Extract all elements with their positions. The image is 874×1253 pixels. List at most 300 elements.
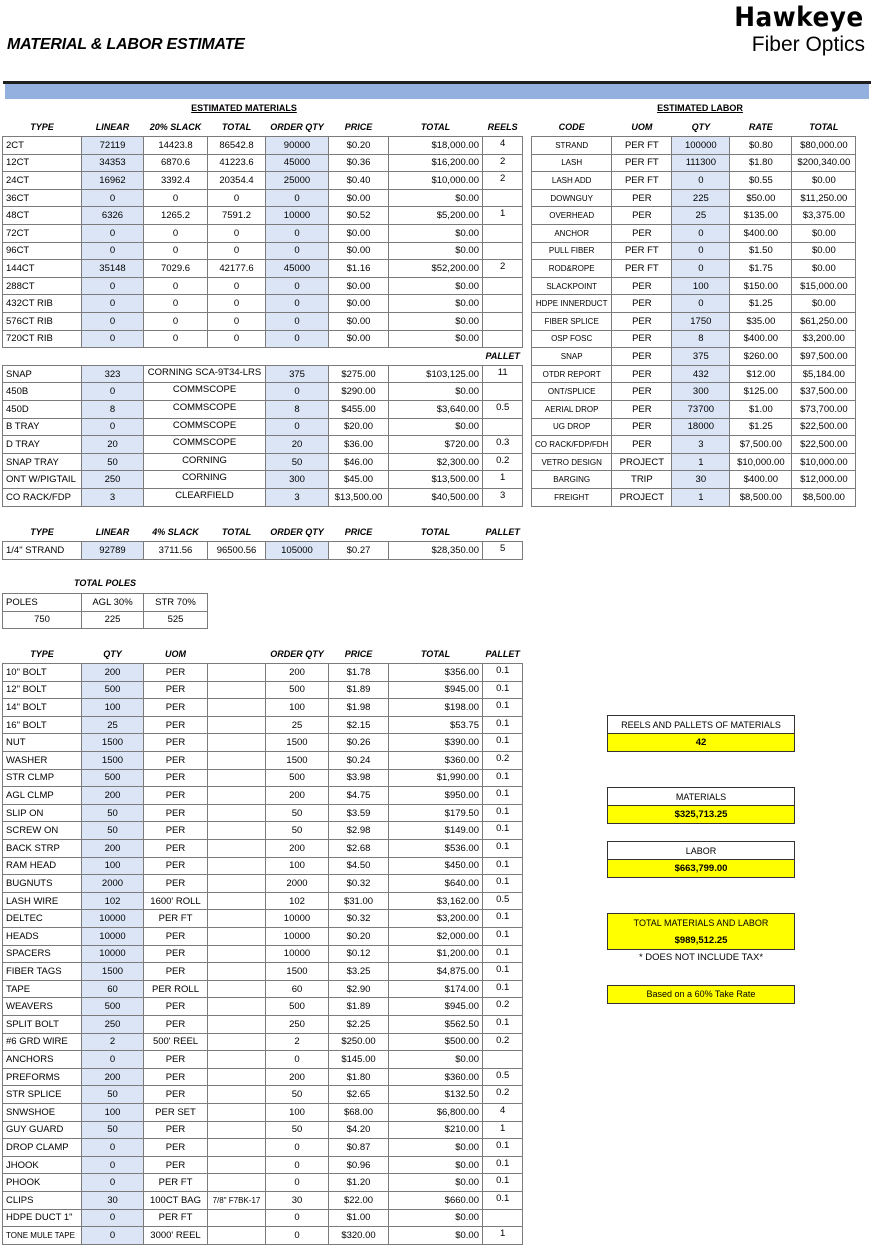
table-cell: FIBER SPLICE: [532, 313, 612, 331]
table-cell: 288CT: [3, 277, 82, 295]
table-cell: 720CT RIB: [3, 330, 82, 348]
item-row: [3, 664, 523, 682]
item-row: [3, 752, 523, 770]
table-cell: 0: [672, 172, 730, 190]
table-cell: $198.00: [389, 699, 483, 717]
table-cell: $46.00: [329, 453, 389, 471]
table-cell: $2,300.00: [389, 453, 483, 471]
labor-row: [532, 137, 856, 155]
reels-pallets-label: REELS AND PALLETS OF MATERIALS: [608, 716, 794, 734]
table-cell: 2: [483, 154, 523, 172]
table-cell: 0.1: [483, 664, 523, 682]
table-cell: 41223.6: [208, 154, 266, 172]
table-cell: $4.75: [329, 787, 389, 805]
table-cell: $0.00: [389, 313, 483, 331]
item-row: [3, 998, 523, 1016]
table-cell: 0.1: [483, 699, 523, 717]
table-cell: $320.00: [329, 1227, 389, 1245]
table-cell: ONT W/PIGTAIL: [3, 471, 82, 489]
table-cell: 20: [82, 436, 144, 454]
table-cell: $1,990.00: [389, 769, 483, 787]
table-cell: $0.00: [792, 242, 856, 260]
table-cell: $640.00: [389, 875, 483, 893]
table-cell: 8: [82, 401, 144, 419]
table-cell: B TRAY: [3, 418, 82, 436]
table-cell: 250: [266, 1015, 329, 1033]
table-cell: PER FT: [144, 1174, 208, 1192]
item-row: [3, 1139, 523, 1157]
table-cell: $290.00: [329, 383, 389, 401]
manufacturer-cell: COMMSCOPE: [144, 383, 266, 401]
table-cell: [208, 1033, 266, 1051]
table-cell: 375: [672, 348, 730, 366]
column-header: REELS: [487, 122, 518, 133]
table-cell: SLIP ON: [3, 804, 82, 822]
table-cell: 0.1: [483, 840, 523, 858]
hardware-row: [3, 488, 523, 506]
item-row: [3, 980, 523, 998]
table-cell: $0.00: [389, 418, 483, 436]
item-row: [3, 892, 523, 910]
grand-total-value: $989,512.25: [608, 932, 794, 949]
column-header: TOTAL: [420, 649, 451, 660]
hardware-row: [3, 453, 523, 471]
table-cell: D TRAY: [3, 436, 82, 454]
table-cell: 20: [266, 436, 329, 454]
table-cell: $3.98: [329, 769, 389, 787]
table-cell: 45000: [266, 260, 329, 278]
table-cell: $2.15: [329, 716, 389, 734]
item-row: [3, 734, 523, 752]
table-cell: PER FT: [612, 242, 672, 260]
table-cell: PER: [612, 401, 672, 419]
cable-row: [3, 295, 523, 313]
table-cell: $0.00: [329, 189, 389, 207]
table-cell: $210.00: [389, 1121, 483, 1139]
column-header: PALLET: [485, 527, 520, 538]
table-cell: 0: [266, 330, 329, 348]
table-cell: [208, 1209, 266, 1227]
table-cell: 6326: [82, 207, 144, 225]
table-cell: $1.25: [730, 295, 792, 313]
table-cell: 0: [82, 383, 144, 401]
table-cell: 0.1: [483, 980, 523, 998]
reels-pallets-box: [607, 715, 795, 752]
table-cell: $0.80: [730, 137, 792, 155]
table-cell: HDPE DUCT 1": [3, 1209, 82, 1227]
table-cell: 0: [266, 313, 329, 331]
page-title: MATERIAL & LABOR ESTIMATE: [7, 36, 245, 53]
table-cell: [483, 330, 523, 348]
table-cell: 1500: [82, 734, 144, 752]
table-cell: 25: [672, 207, 730, 225]
table-cell: 34353: [82, 154, 144, 172]
table-cell: $4.50: [329, 857, 389, 875]
item-row: [3, 1103, 523, 1121]
table-cell: $3.59: [329, 804, 389, 822]
table-cell: 225: [82, 611, 144, 629]
table-cell: 200: [82, 787, 144, 805]
table-cell: OVERHEAD: [532, 207, 612, 225]
table-cell: 48CT: [3, 207, 82, 225]
table-cell: 0.1: [483, 945, 523, 963]
table-cell: $37,500.00: [792, 383, 856, 401]
table-cell: PER FT: [612, 137, 672, 155]
table-cell: 300: [672, 383, 730, 401]
table-cell: 0: [82, 295, 144, 313]
table-cell: $1.98: [329, 699, 389, 717]
header-row: [3, 594, 208, 612]
table-cell: 0.1: [483, 787, 523, 805]
labor-row: [532, 365, 856, 383]
table-cell: $2.90: [329, 980, 389, 998]
table-cell: PER: [144, 928, 208, 946]
table-cell: 92789: [82, 542, 144, 560]
column-header: UOM: [631, 122, 653, 133]
table-cell: $0.36: [329, 154, 389, 172]
table-cell: 0: [208, 295, 266, 313]
item-row: [3, 1191, 523, 1209]
labor-row: [532, 172, 856, 190]
table-cell: 2: [483, 260, 523, 278]
blank-cell: [266, 348, 329, 366]
column-header: ORDER QTY: [270, 649, 324, 660]
item-row: [3, 1051, 523, 1069]
table-cell: [208, 681, 266, 699]
table-cell: 11: [483, 365, 523, 383]
table-cell: 0: [266, 225, 329, 243]
item-row: [3, 769, 523, 787]
table-cell: $0.96: [329, 1156, 389, 1174]
table-cell: 576CT RIB: [3, 313, 82, 331]
manufacturer-cell: COMMSCOPE: [144, 436, 266, 454]
table-cell: [208, 1139, 266, 1157]
table-cell: $31.00: [329, 892, 389, 910]
table-cell: SNWSHOE: [3, 1103, 82, 1121]
items-table: [2, 646, 523, 1245]
item-row: [3, 840, 523, 858]
table-cell: PER FT: [612, 172, 672, 190]
table-cell: 30: [82, 1191, 144, 1209]
table-cell: STR CLMP: [3, 769, 82, 787]
table-cell: 0.3: [483, 436, 523, 454]
table-cell: 3: [483, 488, 523, 506]
table-cell: 20354.4: [208, 172, 266, 190]
table-cell: 100: [266, 1103, 329, 1121]
table-cell: 3: [266, 488, 329, 506]
labor-section-title: ESTIMATED LABOR: [657, 103, 743, 113]
table-cell: SNAP: [532, 348, 612, 366]
table-cell: 3: [82, 488, 144, 506]
table-cell: $5,200.00: [389, 207, 483, 225]
table-cell: [208, 787, 266, 805]
table-cell: 375: [266, 365, 329, 383]
table-cell: 0.1: [483, 963, 523, 981]
table-cell: 100: [266, 699, 329, 717]
table-cell: 225: [672, 189, 730, 207]
table-cell: BUGNUTS: [3, 875, 82, 893]
table-cell: $1.25: [730, 418, 792, 436]
table-cell: CO RACK/FDP/FDH: [532, 436, 612, 454]
column-header: [208, 646, 266, 664]
table-cell: SNAP TRAY: [3, 453, 82, 471]
item-row: [3, 875, 523, 893]
table-cell: $7,500.00: [730, 436, 792, 454]
column-header: ORDER QTY: [270, 122, 324, 133]
table-cell: $1.20: [329, 1174, 389, 1192]
table-cell: $61,250.00: [792, 313, 856, 331]
table-cell: $6,800.00: [389, 1103, 483, 1121]
table-cell: [208, 1086, 266, 1104]
table-cell: $390.00: [389, 734, 483, 752]
table-cell: 1500: [82, 752, 144, 770]
table-cell: 0: [82, 313, 144, 331]
table-cell: $2.98: [329, 822, 389, 840]
table-cell: [208, 928, 266, 946]
table-cell: $0.55: [730, 172, 792, 190]
table-cell: PER: [144, 1156, 208, 1174]
table-cell: $4,875.00: [389, 963, 483, 981]
table-cell: 50: [82, 1121, 144, 1139]
item-row: [3, 1033, 523, 1051]
table-cell: 0.1: [483, 734, 523, 752]
labor-row: [532, 471, 856, 489]
table-cell: 3392.4: [144, 172, 208, 190]
table-cell: 0: [144, 330, 208, 348]
table-cell: SNAP: [3, 365, 82, 383]
table-cell: PER: [612, 436, 672, 454]
reels-pallets-value: 42: [608, 734, 794, 751]
table-cell: $0.12: [329, 945, 389, 963]
table-cell: $8,500.00: [792, 488, 856, 506]
table-cell: 500: [266, 998, 329, 1016]
table-cell: $73,700.00: [792, 401, 856, 419]
table-cell: $3,200.00: [792, 330, 856, 348]
column-header: RATE: [748, 122, 773, 133]
column-header: PRICE: [344, 649, 373, 660]
table-cell: $0.00: [389, 295, 483, 313]
table-cell: 1500: [266, 734, 329, 752]
table-cell: [208, 822, 266, 840]
table-cell: $400.00: [730, 225, 792, 243]
labor-row: [532, 348, 856, 366]
table-cell: 2: [266, 1033, 329, 1051]
table-cell: 10000: [266, 207, 329, 225]
table-cell: $3.25: [329, 963, 389, 981]
table-cell: $0.00: [389, 383, 483, 401]
table-cell: $1.50: [730, 242, 792, 260]
table-cell: 0: [82, 330, 144, 348]
table-cell: 0: [82, 1227, 144, 1245]
column-header: TOTAL: [221, 527, 252, 538]
materials-total-label: MATERIALS: [608, 788, 794, 806]
table-cell: $10,000.00: [389, 172, 483, 190]
cable-row: [3, 242, 523, 260]
table-cell: PHOOK: [3, 1174, 82, 1192]
table-cell: 24CT: [3, 172, 82, 190]
table-cell: $12.00: [730, 365, 792, 383]
table-cell: 72119: [82, 137, 144, 155]
column-header: PRICE: [344, 122, 373, 133]
table-cell: 100: [82, 699, 144, 717]
table-cell: PER: [612, 295, 672, 313]
table-cell: $360.00: [389, 752, 483, 770]
table-cell: 0.1: [483, 804, 523, 822]
blank-cell: [389, 348, 483, 366]
table-cell: 200: [266, 664, 329, 682]
header-row: [3, 524, 523, 542]
table-cell: 73700: [672, 401, 730, 419]
header-row: [3, 119, 523, 137]
column-header: PRICE: [344, 527, 373, 538]
table-cell: 0: [82, 242, 144, 260]
table-cell: 0.1: [483, 857, 523, 875]
table-cell: TRIP: [612, 471, 672, 489]
table-cell: FIBER TAGS: [3, 963, 82, 981]
table-cell: $260.00: [730, 348, 792, 366]
grand-total-label: TOTAL MATERIALS AND LABOR: [608, 914, 794, 932]
table-cell: PER: [612, 225, 672, 243]
take-rate-label: Based on a 60% Take Rate: [608, 986, 794, 1003]
table-cell: 1: [672, 453, 730, 471]
table-cell: $13,500.00: [329, 488, 389, 506]
table-cell: 0.2: [483, 998, 523, 1016]
table-cell: $150.00: [730, 277, 792, 295]
table-cell: PER: [144, 998, 208, 1016]
table-cell: 100: [82, 1103, 144, 1121]
table-cell: $0.24: [329, 752, 389, 770]
table-cell: 0: [82, 1209, 144, 1227]
table-cell: 0.5: [483, 892, 523, 910]
table-cell: #6 GRD WIRE: [3, 1033, 82, 1051]
cable-row: [3, 207, 523, 225]
table-cell: 0.2: [483, 1086, 523, 1104]
table-cell: VETRO DESIGN: [532, 453, 612, 471]
table-cell: $0.00: [389, 277, 483, 295]
table-cell: 0.5: [483, 401, 523, 419]
table-cell: PER: [144, 664, 208, 682]
table-cell: [208, 716, 266, 734]
item-row: [3, 1227, 523, 1245]
table-cell: $200,340.00: [792, 154, 856, 172]
table-cell: [208, 752, 266, 770]
table-cell: 12" BOLT: [3, 681, 82, 699]
table-cell: $360.00: [389, 1068, 483, 1086]
cable-row: [3, 277, 523, 295]
table-cell: $50.00: [730, 189, 792, 207]
table-cell: $2,000.00: [389, 928, 483, 946]
column-header: STR 70%: [144, 594, 208, 612]
table-cell: 50: [82, 804, 144, 822]
table-cell: ONT/SPLICE: [532, 383, 612, 401]
table-cell: $12,000.00: [792, 471, 856, 489]
table-cell: $1.00: [329, 1209, 389, 1227]
item-row: [3, 1068, 523, 1086]
table-cell: $0.52: [329, 207, 389, 225]
table-cell: 16962: [82, 172, 144, 190]
item-row: [3, 963, 523, 981]
cable-row: [3, 330, 523, 348]
hardware-row: [3, 401, 523, 419]
table-cell: 3711.56: [144, 542, 208, 560]
table-cell: $536.00: [389, 840, 483, 858]
table-cell: $250.00: [329, 1033, 389, 1051]
table-cell: PER: [144, 716, 208, 734]
column-header: TOTAL: [420, 527, 451, 538]
table-cell: [483, 1051, 523, 1069]
table-cell: 1265.2: [144, 207, 208, 225]
table-cell: HEADS: [3, 928, 82, 946]
table-cell: $3,640.00: [389, 401, 483, 419]
table-cell: 0: [208, 277, 266, 295]
table-cell: $40,500.00: [389, 488, 483, 506]
blank-cell: [144, 348, 208, 366]
table-cell: BARGING: [532, 471, 612, 489]
hardware-row: [3, 436, 523, 454]
column-header: PALLET: [485, 351, 520, 362]
table-cell: PER: [612, 383, 672, 401]
item-row: [3, 716, 523, 734]
table-cell: 0: [266, 242, 329, 260]
table-cell: $18,000.00: [389, 137, 483, 155]
table-cell: [208, 875, 266, 893]
table-cell: [208, 1121, 266, 1139]
table-cell: DROP CLAMP: [3, 1139, 82, 1157]
table-cell: 0: [208, 330, 266, 348]
table-cell: [208, 1015, 266, 1033]
table-cell: 0: [208, 313, 266, 331]
column-header: 4% SLACK: [152, 527, 199, 538]
table-cell: $0.27: [329, 542, 389, 560]
table-cell: PER FT: [612, 260, 672, 278]
table-cell: $0.00: [329, 313, 389, 331]
column-header: 20% SLACK: [149, 122, 202, 133]
table-cell: 0.1: [483, 1015, 523, 1033]
table-cell: $22.00: [329, 1191, 389, 1209]
table-cell: PER FT: [612, 154, 672, 172]
item-row: [3, 787, 523, 805]
table-cell: PER: [144, 1121, 208, 1139]
table-cell: 25: [82, 716, 144, 734]
table-cell: DOWNGUY: [532, 189, 612, 207]
hardware-row: [3, 471, 523, 489]
table-cell: PREFORMS: [3, 1068, 82, 1086]
strand-table: [2, 524, 523, 560]
table-cell: $720.00: [389, 436, 483, 454]
table-cell: 8: [266, 401, 329, 419]
table-cell: WEAVERS: [3, 998, 82, 1016]
table-cell: PER: [612, 277, 672, 295]
table-cell: STR SPLICE: [3, 1086, 82, 1104]
table-cell: [483, 1209, 523, 1227]
table-cell: 10000: [266, 928, 329, 946]
table-cell: 0: [144, 313, 208, 331]
blank-cell: [329, 348, 389, 366]
column-header: TOTAL: [809, 122, 839, 133]
grand-total-box: [607, 913, 795, 950]
company-logo: Hawkeye: [734, 2, 864, 33]
item-row: [3, 928, 523, 946]
item-row: [3, 1174, 523, 1192]
table-cell: PROJECT: [612, 453, 672, 471]
table-cell: 750: [3, 611, 82, 629]
table-cell: $3,375.00: [792, 207, 856, 225]
manufacturer-cell: CLEARFIELD: [144, 488, 266, 506]
table-cell: SCREW ON: [3, 822, 82, 840]
strand-row: [3, 542, 523, 560]
table-cell: 250: [82, 1015, 144, 1033]
table-cell: [208, 664, 266, 682]
